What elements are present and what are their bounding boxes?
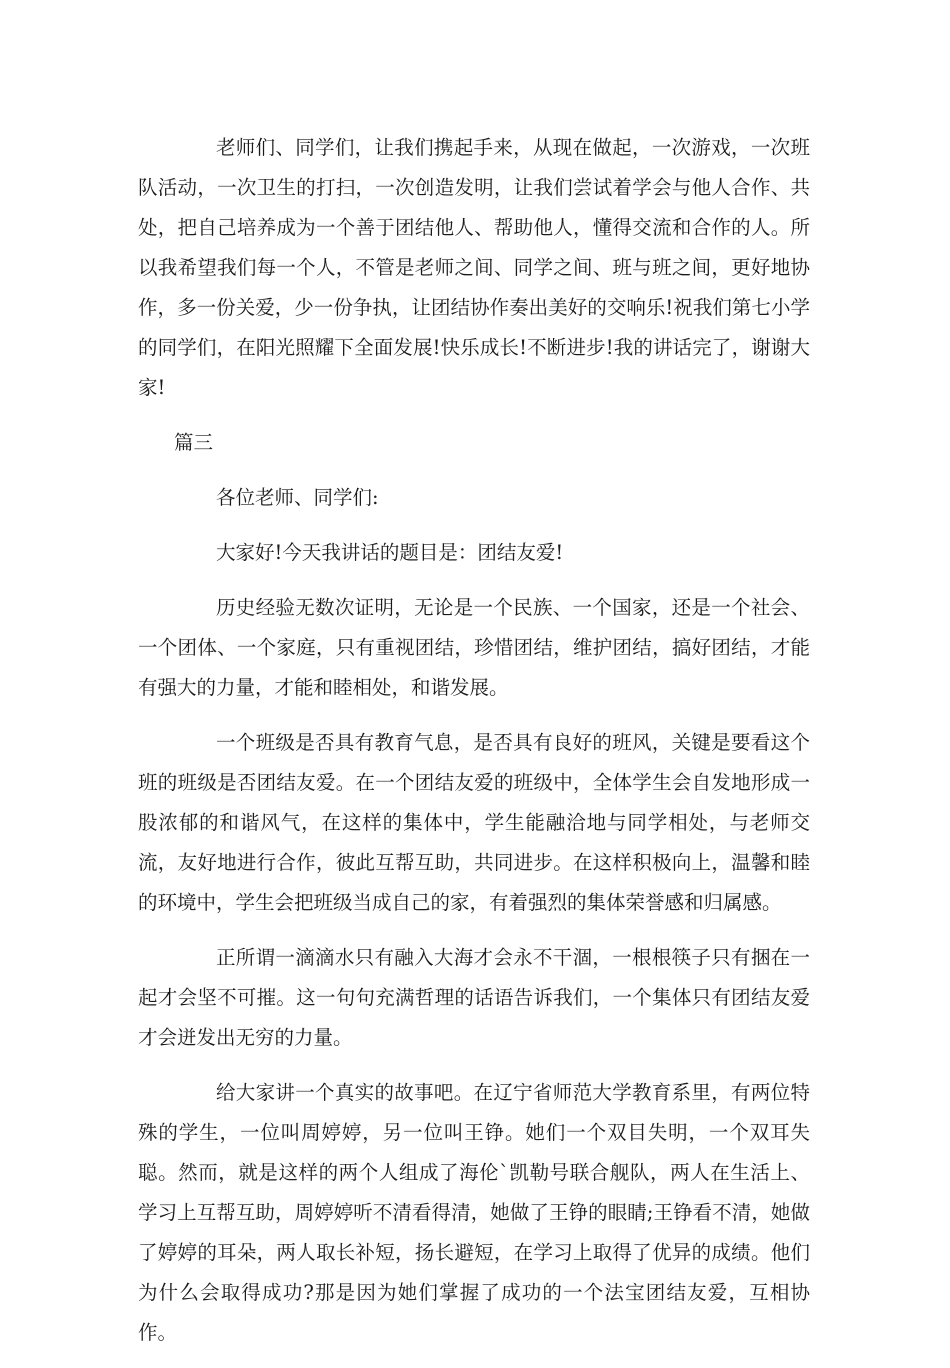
- section-heading: 篇三: [174, 431, 214, 454]
- paragraph-true-story: 给大家讲一个真实的故事吧。在辽宁省师范大学教育系里，有两位特殊的学生，一位叫周婷婷，另一位叫王铮。她们一个双目失明，一个双耳失聪。然而，就是这样的两个人组成了海伦`凯勒号联合舰队，两人在生活上、学习上互帮互助，周婷婷听不清看得清，她做了王铮的眼睛;王铮看不清，她做了婷婷的耳朵，两人取长补短，扬长避短，在学习上取得了优异的成绩。他们为什么会取得成功?那是因为她们掌握了成功的一个法宝团结友爱，互相协作。: [138, 1081, 810, 1344]
- paragraph-closing-speech: 老师们、同学们，让我们携起手来，从现在做起，一次游戏，一次班队活动，一次卫生的打扫，一次创造发明，让我们尝试着学会与他人合作、共处，把自己培养成为一个善于团结他人、帮助他人，懂得交流和合作的人。所以我希望我们每一个人，不管是老师之间、同学之间、班与班之间，更好地协作，多一份关爱，少一份争执，让团结协作奏出美好的交响乐!祝我们第七小学的同学们，在阳光照耀下全面发展!快乐成长!不断进步!我的讲话完了，谢谢大家!: [138, 136, 810, 399]
- paragraph-salutation: 各位老师、同学们:: [216, 486, 379, 509]
- paragraph-history: 历史经验无数次证明，无论是一个民族、一个国家，还是一个社会、一个团体、一个家庭，只有重视团结，珍惜团结，维护团结，搞好团结，才能有强大的力量，才能和睦相处，和谐发展。: [138, 596, 810, 699]
- document-body: [138, 128, 810, 1368]
- paragraph-greeting-topic: 大家好!今天我讲话的题目是：团结友爱!: [216, 541, 564, 564]
- paragraph-water-chopsticks: 正所谓一滴滴水只有融入大海才会永不干涸，一根根筷子只有捆在一起才会坚不可摧。这一句句充满哲理的话语告诉我们，一个集体只有团结友爱才会迸发出无穷的力量。: [138, 946, 810, 1049]
- paragraph-class-unity: 一个班级是否具有教育气息，是否具有良好的班风，关键是要看这个班的班级是否团结友爱。在一个团结友爱的班级中，全体学生会自发地形成一股浓郁的和谐风气，在这样的集体中，学生能融洽地与同学相处，与老师交流，友好地进行合作，彼此互帮互助，共同进步。在这样积极向上，温馨和睦的环境中，学生会把班级当成自己的家，有着强烈的集体荣誉感和归属感。: [138, 731, 810, 914]
